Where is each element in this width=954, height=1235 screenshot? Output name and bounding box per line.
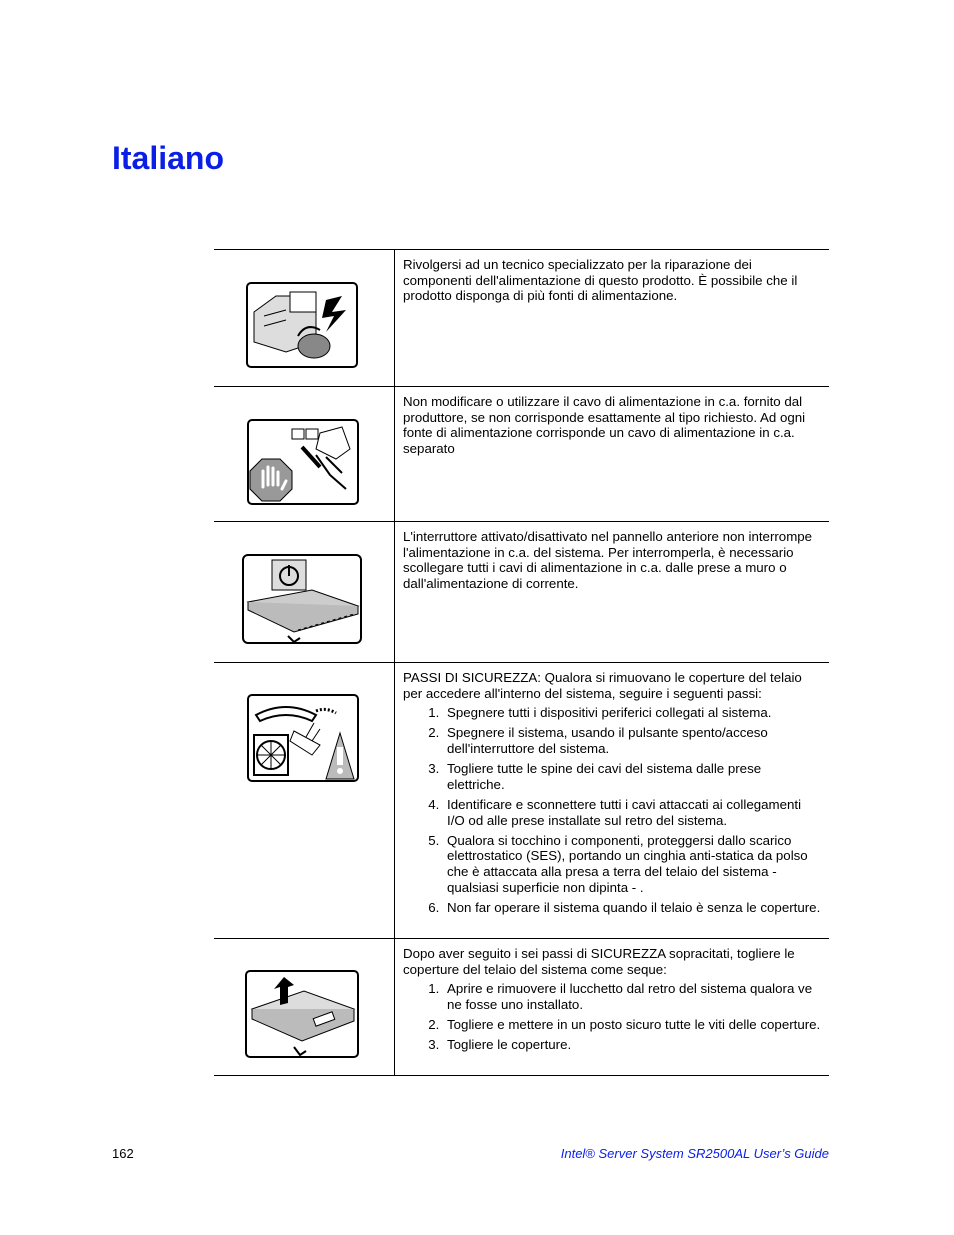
list-item: 2. Togliere e mettere in un posto sicuro tutte le viti delle coperture. xyxy=(443,1017,821,1033)
warning-text: L'interruttore attivato/disattivato nel pannello anteriore non interrompe l'alimentazione in c.a. del sistema. Per interromperla, è necessario scollegare tutti i cavi di alimentazione in c.a. dalle prese a muro o dall'alimentazione di corrente. xyxy=(403,529,813,592)
table-row xyxy=(214,387,829,522)
table-row xyxy=(214,939,829,1076)
warning-intro: PASSI DI SICUREZZA: Qualora si rimuovano le coperture del telaio per accedere all'interno del sistema, seguire i seguenti passi: xyxy=(403,670,802,701)
power-supply-hazard-icon xyxy=(246,282,358,370)
warning-text: Rivolgersi ad un tecnico specializzato per la riparazione dei componenti dell'alimentazione di questo prodotto. È possibile che il prodotto disponga di più fonti di alimentazione. xyxy=(403,257,798,304)
power-cord-stop-icon xyxy=(246,419,360,507)
list-item: 5. Qualora si tocchino i componenti, proteggersi dallo scarico elettrostatico (SES), portando un cinghia anti-statica da polso che è attaccata alla presa a terra del telaio del sistema - qualsiasi superficie non dipinta - . xyxy=(443,833,821,896)
list-item: 4. Identificare e sconnettere tutti i cavi attaccati ai collegamenti I/O od alle prese installate sul retro del sistema. xyxy=(443,797,821,828)
list-item: 3. Togliere tutte le spine dei cavi del sistema dalle prese elettriche. xyxy=(443,761,821,792)
safety-warnings-table xyxy=(214,249,829,1076)
table-row xyxy=(214,663,829,939)
table-row xyxy=(214,250,829,387)
remove-cover-icon xyxy=(244,969,362,1061)
power-switch-chassis-icon xyxy=(242,554,364,646)
safety-steps-warning-icon xyxy=(246,693,362,785)
list-item: 1. Aprire e rimuovere il lucchetto dal retro del sistema qualora ve ne fosse uno installato. xyxy=(443,981,821,1012)
list-item: 6. Non far operare il sistema quando il telaio è senza le coperture. xyxy=(443,900,821,916)
list-item: 1. Spegnere tutti i dispositivi periferici collegati al sistema. xyxy=(443,705,821,721)
cover-removal-steps-list xyxy=(403,981,821,1052)
warning-intro: Dopo aver seguito i sei passi di SICUREZZA sopracitati, togliere le coperture del telaio del sistema come seque: xyxy=(403,946,795,977)
list-item: 2. Spegnere il sistema, usando il pulsante spento/acceso dell'interruttore del sistema. xyxy=(443,725,821,756)
safety-steps-list xyxy=(403,705,821,915)
table-row xyxy=(214,522,829,663)
page-number: 162 xyxy=(112,1146,134,1161)
warning-text: Non modificare o utilizzare il cavo di alimentazione in c.a. fornito dal produttore, se non corrisponde esattamente al tipo richiesto. Ad ogni fonte di alimentazione corrisponde un cavo di alimentazione in c.a. separato xyxy=(403,394,806,457)
list-item: 3. Togliere le coperture. xyxy=(443,1037,821,1053)
page-title: Italiano xyxy=(112,140,225,176)
guide-title: Intel® Server System SR2500AL User’s Guide xyxy=(560,1146,829,1161)
